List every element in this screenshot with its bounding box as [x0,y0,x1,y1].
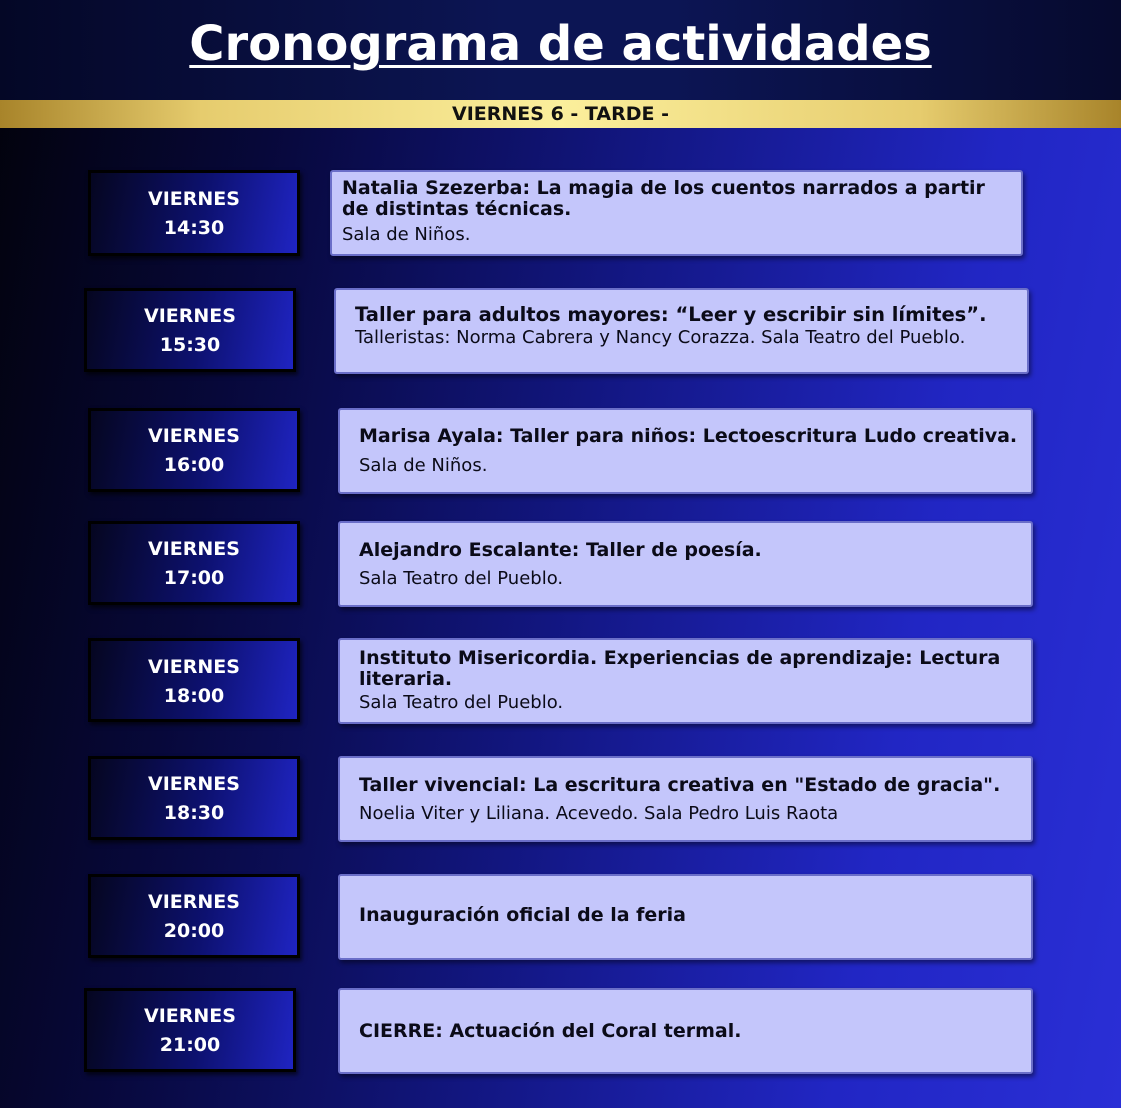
time-badge-time: 20:00 [163,920,225,942]
day-banner [0,100,1121,128]
time-badge-time: 18:00 [163,685,225,707]
time-badge-day: VIERNES [148,188,240,210]
event-details: Sala Teatro del Pueblo. [359,568,564,589]
event-title: Marisa Ayala: Taller para niños: Lectoescritura Ludo creativa. [359,425,1018,447]
event-title: Instituto Misericordia. Experiencias de aprendizaje: Lectura literaria. [359,647,1001,690]
event-card [330,170,1023,256]
time-badge-day: VIERNES [148,891,240,913]
event-card [338,408,1033,494]
time-badge [88,638,300,722]
time-badge [88,756,300,840]
time-badge [84,988,296,1072]
time-badge [88,874,300,958]
event-details: Noelia Viter y Liliana. Acevedo. Sala Pedro Luis Raota [359,803,839,824]
time-badge [84,288,296,372]
event-details: Sala Teatro del Pueblo. [359,692,564,713]
time-badge-time: 21:00 [159,1034,221,1056]
event-title: Inauguración oficial de la feria [359,903,686,926]
event-title: Taller para adultos mayores: “Leer y escribir sin límites”. [355,303,987,326]
time-badge-day: VIERNES [148,656,240,678]
event-card [338,988,1033,1074]
event-card [338,874,1033,960]
event-details: Talleristas: Norma Cabrera y Nancy Corazza. Sala Teatro del Pueblo. [355,327,966,348]
event-details: Sala de Niños. [342,224,471,245]
time-badge-day: VIERNES [144,1005,236,1027]
time-badge-time: 14:30 [163,217,225,239]
time-badge-day: VIERNES [148,425,240,447]
event-title: Natalia Szezerba: La magia de los cuentos narrados a partir de distintas técnicas. [342,177,985,220]
time-badge-day: VIERNES [148,773,240,795]
time-badge-day: VIERNES [144,305,236,327]
event-title: Taller vivencial: La escritura creativa en "Estado de gracia". [359,774,1001,796]
page-title: Cronograma de actividades [189,16,932,72]
event-title: Alejandro Escalante: Taller de poesía. [359,539,762,561]
time-badge-time: 17:00 [163,567,225,589]
time-badge-time: 15:30 [159,334,221,356]
time-badge [88,521,300,605]
header-banner [0,0,1121,100]
event-card [338,521,1033,607]
event-details: Sala de Niños. [359,455,488,476]
time-badge [88,408,300,492]
time-badge-day: VIERNES [148,538,240,560]
time-badge-time: 18:30 [163,802,225,824]
event-card [338,638,1033,724]
event-card [338,756,1033,842]
day-banner-label: VIERNES 6 - TARDE - [452,103,669,125]
event-title: CIERRE: Actuación del Coral termal. [359,1019,742,1042]
time-badge [88,170,300,256]
time-badge-time: 16:00 [163,454,225,476]
event-card [334,288,1029,374]
